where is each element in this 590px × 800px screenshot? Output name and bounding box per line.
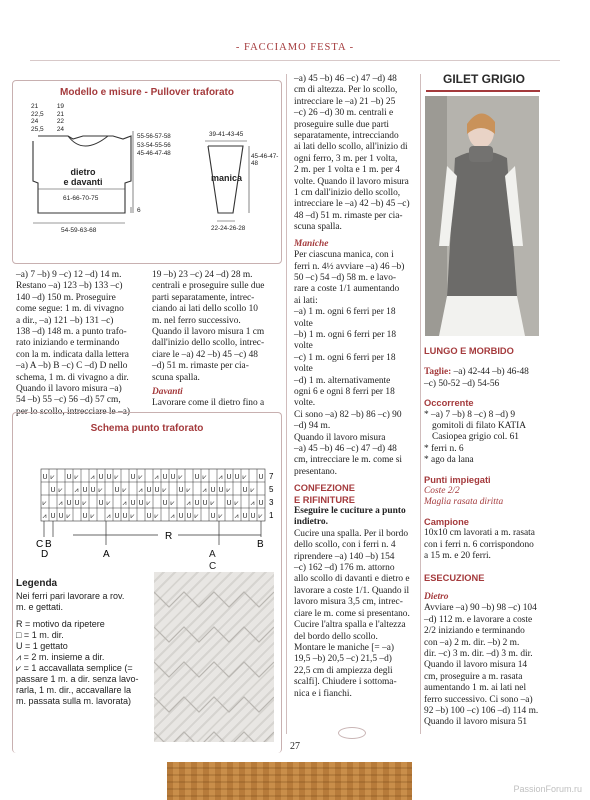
stitch-symbol: ⩘ <box>154 474 159 481</box>
col3-line: volte <box>294 341 313 352</box>
stitch-symbol: U <box>114 487 120 494</box>
row-number-5: 5 <box>269 485 274 494</box>
piece-label-line-1: dietro <box>70 167 96 177</box>
col3-line: riprendere –a) 140 –b) 154 <box>294 551 395 562</box>
stitch-symbol: ⩘ <box>138 487 143 494</box>
stitch-symbol: U <box>98 500 104 507</box>
col3-line: rare a coste 1/1 aumentando <box>294 284 400 295</box>
piece-label-dietro <box>58 167 108 187</box>
col2-line: dall'inizio dello scollo, intrec- <box>152 338 265 349</box>
model-figure <box>425 96 539 336</box>
dim-a-2: 22,5 <box>31 110 44 118</box>
stitch-symbol: ⩘ <box>170 513 175 520</box>
stitch-symbol: U <box>162 474 168 481</box>
ornament-icon <box>338 727 366 739</box>
side-dim-2: 53-54-55-56 <box>137 141 171 149</box>
row-number-1: 1 <box>269 511 274 520</box>
letter-B: B <box>45 539 52 550</box>
column-divider-2 <box>420 74 421 734</box>
occorrente-line: * ferri n. 6 <box>424 443 464 454</box>
col3-line: proseguire sulle due parti <box>294 119 390 130</box>
stitch-symbol: ⩘ <box>90 474 95 481</box>
stitch-symbol: U <box>226 474 232 481</box>
stitch-symbol: ⩗ <box>138 474 143 481</box>
stitch-symbol: U <box>210 487 216 494</box>
col3-line: lavoro misura 3,5 cm, intrec- <box>294 597 403 608</box>
schematic-left-cols <box>31 103 71 133</box>
col3-line: ogni ferro, 3 m. per 1 volta, <box>294 153 398 164</box>
stitch-symbol: ⩗ <box>186 487 191 494</box>
occorrente-line: Casiopea grigio col. 61 <box>432 432 519 443</box>
piece-label-line-2: e davanti <box>63 177 103 187</box>
header-divider <box>30 60 560 61</box>
col1-line: 140 –d) 150 m. Proseguire <box>16 292 116 303</box>
col1-line: a dir., –a) 121 –b) 131 –c) <box>16 315 114 326</box>
col3-line: intrecciare le –a) 21 –b) 25 <box>294 96 396 107</box>
bottom-width-label: 54-59-63-68 <box>61 227 97 234</box>
col3-line: Cucire l'altra spalla e l'altezza <box>294 620 406 631</box>
col3-line: allo scollo di davanti e dietro e <box>294 574 410 585</box>
dietro-line: ferro successivo. Ci sono –a) <box>424 694 533 705</box>
letter-C-right: C <box>209 561 217 572</box>
stitch-symbol: ⩗ <box>146 500 151 507</box>
col3-line: ai lati: <box>294 295 318 306</box>
col3-line: cm, intrecciare le m. come si <box>294 455 403 466</box>
confezione-heading: CONFEZIONE <box>294 483 355 494</box>
col3-line: dello scollo, con i ferri n. 4 <box>294 540 396 551</box>
stitch-symbol: ⩗ <box>258 513 263 520</box>
stitch-symbol: ⩘ <box>186 500 191 507</box>
col3-line: cm di altezza. Per lo scollo, <box>294 85 398 96</box>
col2-line: Quando il lavoro misura 1 cm <box>152 327 265 338</box>
legend-item-k2tog: ⩘ = 2 m. insieme a dir. <box>16 652 105 662</box>
campione-line: a 15 m. e 20 ferri. <box>424 551 491 562</box>
stitch-symbol: U <box>66 474 72 481</box>
col2-line: ciare le –a) 42 –b) 45 –c) 48 <box>152 349 258 360</box>
stitch-symbol: U <box>146 513 152 520</box>
taglie-label: Taglie: <box>424 367 452 378</box>
col2-line: 19 –b) 23 –c) 24 –d) 28 m. <box>152 270 253 280</box>
col3-line: Cucire una spalla. Per il bordo <box>294 528 409 539</box>
col1-line: rato iniziando e terminando <box>16 338 120 349</box>
dim-a-3: 24 <box>31 118 39 125</box>
legend-item-skpo-cont: rarla, 1 m. dir., accavallare la <box>16 685 132 695</box>
col3-line: presentano. <box>294 466 337 477</box>
col3-line: 48 –d) 51 m. rimaste per cia- <box>294 210 403 221</box>
stitch-symbol: U <box>250 513 256 520</box>
legend-item-repeat: R = motivo da ripetere <box>16 619 105 629</box>
occorrente-line: * –a) 7 –b) 8 –c) 8 –d) 9 <box>424 409 516 420</box>
col1-line: 54 –b) 55 –c) 56 –d) 57 cm, <box>16 395 121 406</box>
col3-line: ogni 6 e ogni 8 ferri per 18 <box>294 386 395 397</box>
stitch-symbol: U <box>50 513 56 520</box>
stitch-symbol: U <box>194 474 200 481</box>
stitch-symbol: ⩗ <box>106 500 111 507</box>
stitch-symbol: ⩗ <box>234 500 239 507</box>
stitch-symbol: ⩗ <box>218 513 223 520</box>
text-column-3 <box>294 74 416 700</box>
col2-line: parti separatamente, intrec- <box>152 292 255 303</box>
dim-a-4: 25,5 <box>31 125 44 133</box>
stitch-symbol: ⩗ <box>114 474 119 481</box>
punti-line: Maglia rasata diritta <box>424 497 504 508</box>
legend-item-knit: □ = 1 m. dir. <box>16 630 64 640</box>
text-column-1 <box>16 270 144 418</box>
legend-item-yarn-over: U = 1 gettato <box>16 641 68 651</box>
legend-intro-line: m. e gettati. <box>16 602 64 612</box>
stitch-symbol: ⩘ <box>250 500 255 507</box>
col1-line: Quando il lavoro misura –a) <box>16 384 122 395</box>
stitch-symbol: U <box>258 474 264 481</box>
col3-line: –d) 1 m. alternativamente <box>294 375 391 386</box>
taglie-line: –a) 42-44 –b) 46-48 <box>451 367 529 378</box>
col3-line: –a) 1 m. ogni 6 ferri per 18 <box>294 307 396 318</box>
stitch-symbol: ⩗ <box>66 513 71 520</box>
stitch-symbol: U <box>122 513 128 520</box>
taglie-line: –c) 50-52 –d) 54-56 <box>424 378 500 389</box>
sidebar-title: GILET GRIGIO <box>442 72 525 86</box>
col3-line: volte <box>294 364 313 375</box>
col2-line: ciando ai lati dello scollo 10 <box>152 304 258 315</box>
col3-line: scuna spalla. <box>294 222 342 233</box>
page-number: 27 <box>290 741 300 752</box>
stitch-chart-title: Schema punto traforato <box>90 423 204 434</box>
conf-bold-line: indietro. <box>294 517 328 528</box>
stitch-symbol: ⩗ <box>58 487 63 494</box>
stitch-symbol: U <box>194 500 200 507</box>
sidebar-title-rule <box>426 90 540 92</box>
stitch-symbol: U <box>210 513 216 520</box>
stitch-symbol: U <box>130 474 136 481</box>
sleeve-top-label: 39-41-43-45 <box>209 131 244 138</box>
schematic-side-labels <box>137 133 171 159</box>
letter-D: D <box>41 549 49 559</box>
col2-line: centrali e proseguire sulle due <box>152 281 265 292</box>
col3-line: intrecciare le –a) 42 –b) 45 –c) <box>294 199 410 210</box>
col2-line: Lavorare come il dietro fino a <box>152 398 265 409</box>
inner-width-label: 61-66-70-75 <box>63 195 99 202</box>
lace-pattern-svg <box>154 572 274 742</box>
column-divider-1 <box>286 74 287 734</box>
stitch-symbol: ⩘ <box>42 513 47 520</box>
stitch-symbol: ⩗ <box>82 500 87 507</box>
stitch-symbol: ⩗ <box>226 487 231 494</box>
col3-line: 1 cm dall'inizio dello scollo, <box>294 188 401 199</box>
stitch-symbol: ⩗ <box>162 487 167 494</box>
stitch-symbol: ⩘ <box>58 500 63 507</box>
col3-line: 22,5 cm di ampiezza degli <box>294 665 393 676</box>
letter-A: A <box>103 549 110 559</box>
col1-line: come segue: 1 m. di vivagno <box>16 304 124 315</box>
stitch-symbol: ⩗ <box>98 487 103 494</box>
col1-line: per lo scollo, intrecciare le –a) <box>16 406 131 417</box>
running-header: - FACCIAMO FESTA - <box>235 42 355 53</box>
col3-line: nica e i fianchi. <box>294 688 352 699</box>
schematic-box <box>12 80 282 264</box>
stitch-symbol: U <box>58 513 64 520</box>
sidebar-text <box>424 346 546 729</box>
col3-line: ai lati dello scollo, all'inizio di <box>294 142 408 153</box>
stitch-chart-grid <box>13 439 281 559</box>
col3-line: separatamente, intrecciando <box>294 131 399 142</box>
stitch-symbol: ⩗ <box>242 474 247 481</box>
occorrente-heading: Occorrente <box>424 398 474 409</box>
sleeve-label: manica <box>211 173 243 183</box>
stitch-symbol: U <box>154 487 160 494</box>
stitch-symbol: U <box>106 474 112 481</box>
punti-heading: Punti impiegati <box>424 474 491 485</box>
stitch-symbol: ⩗ <box>210 500 215 507</box>
stitch-symbol: ⩘ <box>106 513 111 520</box>
stitch-symbol: U <box>98 474 104 481</box>
col3-line: ferri n. 4½ avviare –a) 46 –b) <box>294 261 405 272</box>
stitch-symbol: ⩗ <box>122 487 127 494</box>
stitch-symbol: U <box>202 500 208 507</box>
dietro-line: aumentando 1 m. ai lati nel <box>424 683 527 694</box>
stitch-symbol: U <box>90 487 96 494</box>
campione-heading: Campione <box>424 516 469 527</box>
col3-line: –d) 94 m. <box>294 421 331 432</box>
col1-line: –a) A –b) B –c) C –d) D nello <box>16 361 128 372</box>
stitch-symbol: U <box>138 500 144 507</box>
legend <box>16 578 152 707</box>
stitch-symbol: U <box>218 487 224 494</box>
col3-line: lavorare a coste 1/1. Quando il <box>294 585 410 596</box>
punti-line: Coste 2/2 <box>424 486 460 497</box>
side-dim-3: 45-46-47-48 <box>137 150 171 157</box>
stitch-symbol: U <box>170 474 176 481</box>
dietro-line: Quando il lavoro misura 14 <box>424 660 528 671</box>
esecuzione-heading: ESECUZIONE <box>424 572 485 583</box>
stitch-symbol: ⩗ <box>50 474 55 481</box>
schematic-title: Modello e misure - Pullover traforato <box>60 87 234 98</box>
lace-swatch-photo <box>154 572 274 742</box>
davanti-heading: Davanti <box>152 387 183 398</box>
letter-A-right: A <box>209 549 216 560</box>
stitch-symbol: U <box>146 487 152 494</box>
stitch-symbol: ⩗ <box>202 474 207 481</box>
legend-item-skpo-cont: m. passata sulla m. lavorata) <box>16 696 132 706</box>
dietro-line: –d) 112 m. e lavorare a coste <box>424 614 533 625</box>
row-number-3: 3 <box>269 498 274 507</box>
stitch-symbol: ⩗ <box>250 487 255 494</box>
col1-line: schema, 1 m. di vivagno a dir. <box>16 372 129 383</box>
stitch-symbol: ⩘ <box>234 513 239 520</box>
col3-line: –a) 45 –b) 46 –c) 47 –d) 48 <box>294 74 397 84</box>
campione-line: con i ferri n. 6 corrispondono <box>424 539 534 550</box>
occorrente-line: * ago da lana <box>424 455 474 466</box>
stitch-symbol: ⩘ <box>202 487 207 494</box>
col1-line: con la m. indicata dalla lettera <box>16 349 129 360</box>
col3-line: ciare le m. come si presentano. <box>294 608 410 619</box>
rifiniture-heading: E RIFINITURE <box>294 494 355 505</box>
campione-line: 10x10 cm lavorati a m. rasata <box>424 528 535 539</box>
watermark: PassionForum.ru <box>513 784 582 794</box>
row-number-7: 7 <box>269 472 274 481</box>
stitch-symbol: ⩗ <box>130 513 135 520</box>
col3-line: –b) 1 m. ogni 6 ferri per 18 <box>294 329 397 340</box>
col3-line: Ci sono –a) 82 –b) 86 –c) 90 <box>294 409 402 420</box>
stitch-symbol: U <box>66 500 72 507</box>
dietro-line: Avviare –a) 90 –b) 98 –c) 104 <box>424 603 537 614</box>
stitch-symbol: ⩘ <box>218 474 223 481</box>
col3-line: Quando il lavoro misura <box>294 432 386 443</box>
col1-line: Restano –a) 123 –b) 133 –c) <box>16 281 123 292</box>
stitch-symbol: ⩗ <box>170 500 175 507</box>
stitch-symbol: U <box>178 513 184 520</box>
col3-line: 2 m. per 1 volta e 1 m. per 4 <box>294 165 400 176</box>
side-dim-1: 55-56-57-58 <box>137 133 171 140</box>
col3-line: –a) 45 –b) 46 –c) 47 –d) 48 <box>294 444 397 454</box>
dietro-line: dir. –c) 3 m. dir. –d) 3 m. dir. <box>424 648 533 659</box>
col2-line: m. nel ferro successivo. <box>152 315 241 326</box>
col3-line: Montare le maniche [= –a) <box>294 642 395 653</box>
stitch-symbol: ⩗ <box>154 513 159 520</box>
col1-line: 138 –d) 148 m. a punto trafo- <box>16 327 127 338</box>
dietro-line: 2/2 iniziando e terminando <box>424 626 525 637</box>
stitch-symbol: U <box>178 487 184 494</box>
dim-b-3: 22 <box>56 118 65 125</box>
stitch-symbol: U <box>226 500 232 507</box>
model-photo <box>425 96 539 336</box>
stitch-symbol: U <box>186 513 192 520</box>
stitch-symbol: U <box>242 487 248 494</box>
stitch-symbol: U <box>82 513 88 520</box>
stitch-symbol: ⩗ <box>42 500 47 507</box>
occorrente-line: gomitoli di filato KATIA <box>432 421 527 432</box>
col2-line: –d) 51 m. rimaste per cia- <box>152 361 249 372</box>
col3-line: 19,5 –b) 20,5 –c) 21,5 –d) <box>294 654 392 665</box>
maniche-heading: Maniche <box>294 238 329 249</box>
col3-line: del bordo dello scollo. <box>294 631 378 642</box>
col1-line: –a) 7 –b) 9 –c) 12 –d) 14 m. <box>16 270 122 280</box>
stitch-symbol: U <box>114 513 120 520</box>
legend-item-skpo-cont: passare 1 m. a dir. senza lavo- <box>16 674 139 684</box>
stitch-symbol: ⩗ <box>74 474 79 481</box>
col3-line: Per ciascuna manica, con i <box>294 250 394 261</box>
stitch-symbol: U <box>50 487 56 494</box>
stitch-symbol: ⩗ <box>194 513 199 520</box>
legend-intro-line: Nei ferri pari lavorare a rov. <box>16 591 125 601</box>
col3-line: –c) 162 –d) 176 m. attorno <box>294 563 395 574</box>
stitch-symbol: ⩘ <box>74 487 79 494</box>
letter-C: C <box>36 539 44 550</box>
stitch-symbol: U <box>82 487 88 494</box>
dim-b-1: 19 <box>56 103 65 110</box>
side-6-label: 6 <box>137 207 141 214</box>
dietro-line: 92 –b) 100 –c) 106 –d) 114 m. <box>424 705 539 716</box>
stitch-symbol: U <box>130 500 136 507</box>
legend-title: Legenda <box>16 578 58 589</box>
repeat-label-R: R <box>165 531 173 542</box>
dim-b-4: 24 <box>56 125 65 133</box>
sidebar-subtitle: LUNGO E MORBIDO <box>424 346 514 356</box>
stitch-symbol: ⩘ <box>122 500 127 507</box>
dietro-heading: Dietro <box>424 591 449 602</box>
stitch-symbol: U <box>162 500 168 507</box>
col2-line: scuna spalla. <box>152 372 200 383</box>
sleeve-side-label: 45-46-47-48 <box>251 153 279 167</box>
col3-line: –c) 1 m. ogni 6 ferri per 18 <box>294 352 396 363</box>
letter-B-right: B <box>257 539 264 550</box>
text-column-2 <box>152 270 278 410</box>
stitch-symbol: U <box>258 500 264 507</box>
stitch-symbol: U <box>234 474 240 481</box>
col3-line: volte. <box>294 398 316 409</box>
stitch-symbol: U <box>42 474 48 481</box>
dietro-line: Quando il lavoro misura 51 <box>424 717 528 728</box>
col3-line: 50 –c) 54 –d) 58 m. e lavo- <box>294 272 397 283</box>
stitch-symbol: ⩗ <box>90 513 95 520</box>
dietro-line: cm, proseguire a m. rasata <box>424 671 523 682</box>
col3-line: volte. Quando il lavoro misura <box>294 176 409 187</box>
stitch-symbol: ⩗ <box>178 474 183 481</box>
stitch-symbol: U <box>74 500 80 507</box>
sleeve-bottom-label: 22-24-26-28 <box>211 225 246 232</box>
col3-line: –c) 26 –d) 30 m. centrali e <box>294 108 394 119</box>
col3-line: scalfi]. Chiudere i sottoma- <box>294 677 397 688</box>
stitch-symbol: U <box>242 513 248 520</box>
conf-bold-line: Eseguire le cuciture a punto <box>294 506 406 517</box>
knit-texture-overlay <box>167 762 412 800</box>
dim-b-2: 21 <box>56 110 65 118</box>
legend-item-skpo: ⩗ = 1 accavallata semplice (= <box>16 663 133 673</box>
col3-line: volte <box>294 318 313 329</box>
dietro-line: con –a) 2 m. dir. –b) 2 m. <box>424 637 520 648</box>
dim-a-1: 21 <box>31 103 39 110</box>
